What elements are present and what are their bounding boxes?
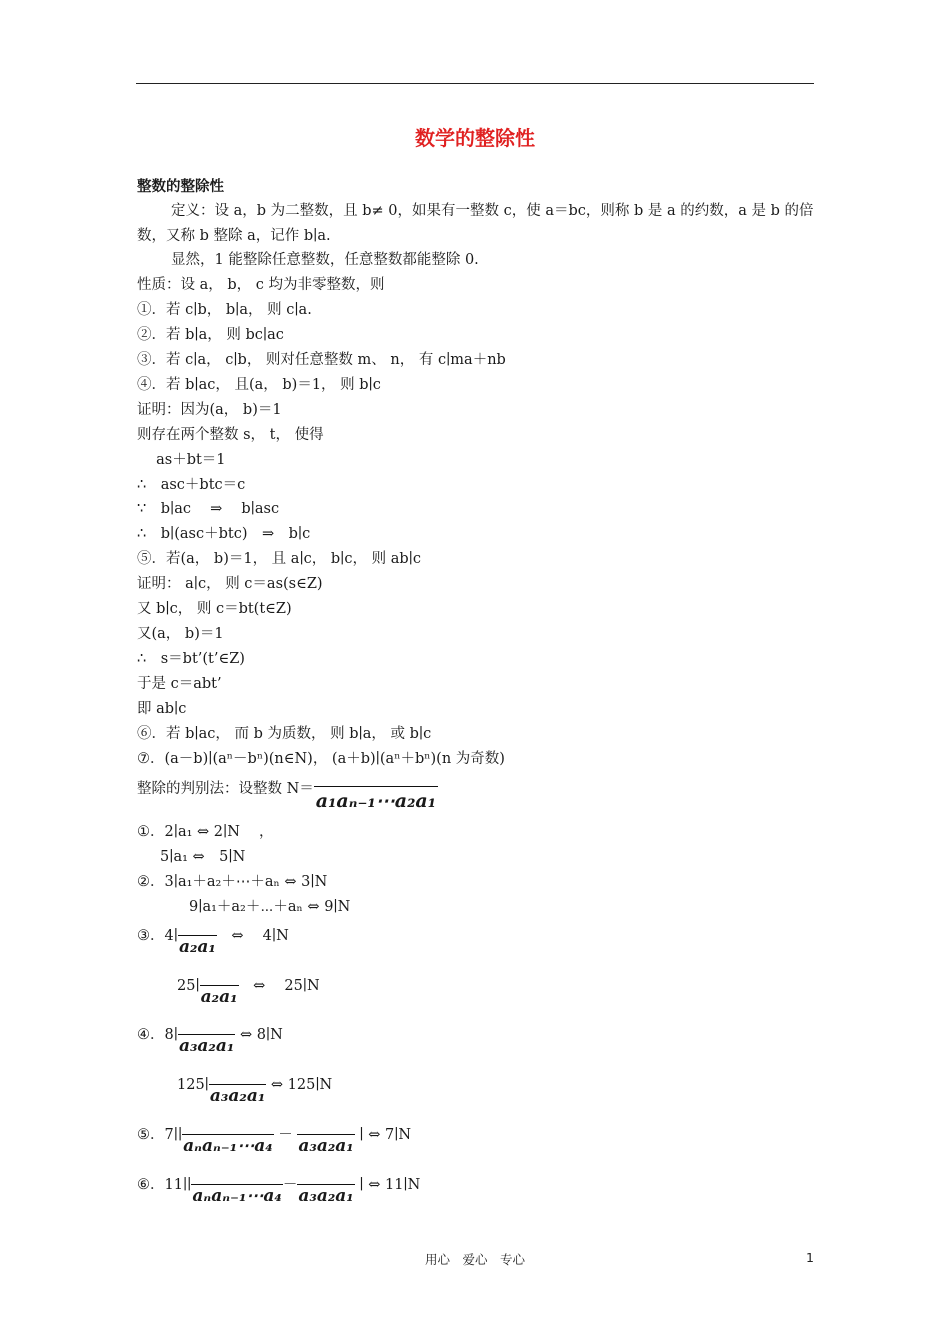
criterion-5-prefix: ⑤．7∣∣ <box>137 1127 183 1143</box>
criterion-2b: 9∣a₁＋a₂＋⋯＋aₙ ⇔ 9∣N <box>189 899 351 915</box>
criterion-6 <box>137 1175 420 1205</box>
criterion-3a-suffix: ⇔ 4∣N <box>216 928 289 944</box>
criterion-1a: ①．2∣a₁ ⇔ 2∣N ， <box>137 824 274 840</box>
criterion-5-suffix: ∣ ⇔ 7∣N <box>354 1127 412 1143</box>
criterion-3b-prefix: 25∣ <box>177 978 200 994</box>
criterion-6-prefix: ⑥．11∣∣ <box>137 1177 192 1193</box>
page-footer: 用心 爱心 专心 <box>424 1252 525 1267</box>
criterion-4b-prefix: 125∣ <box>177 1077 209 1093</box>
property-4: ④．若 b∣ac， 且(a， b)＝1， 则 b∣c <box>137 377 381 393</box>
definition-paragraph: 定义：设 a，b 为二整数，且 b≠ 0，如果有一整数 c，使 a＝bc，则称 b 是 a 的约数，a 是 b 的倍数，又称 b 整除 a，记作 b∣a. <box>137 203 814 244</box>
proof4-line: 证明：因为(a， b)＝1 <box>137 402 282 418</box>
criterion-6-minus: － <box>282 1177 298 1193</box>
digits-low: a₃a₂a₁ <box>298 1136 354 1156</box>
proof4-line: ∵ b∣ac ⇒ b∣asc <box>137 501 280 517</box>
digits-a2a1: a₂a₁ <box>178 937 216 957</box>
property-2: ②．若 b∣a， 则 bc∣ac <box>137 327 284 343</box>
digits-a3a2a1: a₃a₂a₁ <box>178 1036 235 1056</box>
proof4-line: as＋bt＝1 <box>137 452 226 468</box>
property-1: ①．若 c∣b， b∣a， 则 c∣a. <box>137 302 312 318</box>
criteria-intro <box>137 779 438 812</box>
criterion-4b-suffix: ⇔ 125∣N <box>266 1077 333 1093</box>
proof5-line: 证明： a∣c， 则 c＝as(s∈Z) <box>137 576 323 592</box>
property-5: ⑤．若(a， b)＝1， 且 a∣c， b∣c， 则 ab∣c <box>137 551 421 567</box>
criterion-6-suffix: ∣ ⇔ 11∣N <box>354 1177 421 1193</box>
property-7: ⑦．(a－b)∣(aⁿ－bⁿ)(n∈N)， (a＋b)∣(aⁿ＋bⁿ)(n 为奇数) <box>137 751 505 767</box>
obvious-statement: 显然，1 能整除任意整数，任意整数都能整除 0. <box>171 252 479 268</box>
criterion-3b-suffix: ⇔ 25∣N <box>238 978 320 994</box>
digits-high: aₙaₙ₋₁⋯a₄ <box>192 1186 282 1206</box>
criterion-2a: ②．3∣a₁＋a₂＋⋯＋aₙ ⇔ 3∣N <box>137 874 328 890</box>
property-3: ③．若 c∣a， c∣b， 则对任意整数 m、 n， 有 c∣ma＋nb <box>137 352 506 368</box>
criterion-4a-prefix: ④．8∣ <box>137 1027 178 1043</box>
header-rule <box>136 83 814 84</box>
proof5-line: 又 b∣c， 则 c＝bt(t∈Z) <box>137 601 292 617</box>
section-heading: 整数的整除性 <box>137 179 224 195</box>
proof4-line: ∴ asc＋btc＝c <box>137 477 246 493</box>
criterion-5-minus: － <box>273 1127 298 1143</box>
number-N-digits: a₁aₙ₋₁⋯a₂a₁ <box>314 786 438 812</box>
criterion-1b: 5∣a₁ ⇔ 5∣N <box>160 849 246 865</box>
criterion-3b <box>177 976 320 1006</box>
criterion-4b <box>177 1075 332 1105</box>
criterion-4a <box>137 1025 283 1055</box>
criterion-3a-prefix: ③．4∣ <box>137 928 178 944</box>
proof5-line: 于是 c＝abt’ <box>137 676 222 692</box>
proof5-line: ∴ s＝bt’(t’∈Z) <box>137 651 245 667</box>
proof4-line: ∴ b∣(asc＋btc) ⇒ b∣c <box>137 526 311 542</box>
proof4-line: 则存在两个整数 s， t， 使得 <box>137 427 324 443</box>
criterion-5 <box>137 1125 411 1155</box>
criterion-3a <box>137 926 289 956</box>
digits-high: aₙaₙ₋₁⋯a₄ <box>183 1136 273 1156</box>
proof5-line: 即 ab∣c <box>137 701 187 717</box>
property-6: ⑥．若 b∣ac， 而 b 为质数， 则 b∣a， 或 b∣c <box>137 726 432 742</box>
criteria-intro-text: 整除的判别法：设整数 N＝ <box>137 781 314 797</box>
criterion-4a-suffix: ⇔ 8∣N <box>235 1027 283 1043</box>
digits-low: a₃a₂a₁ <box>298 1186 354 1206</box>
page-title: 数学的整除性 <box>415 126 535 150</box>
page-number: 1 <box>806 1250 814 1265</box>
proof5-line: 又(a， b)＝1 <box>137 626 224 642</box>
digits-a2a1: a₂a₁ <box>200 987 238 1007</box>
properties-intro: 性质：设 a， b， c 均为非零整数，则 <box>137 277 385 293</box>
digits-a3a2a1: a₃a₂a₁ <box>209 1086 266 1106</box>
